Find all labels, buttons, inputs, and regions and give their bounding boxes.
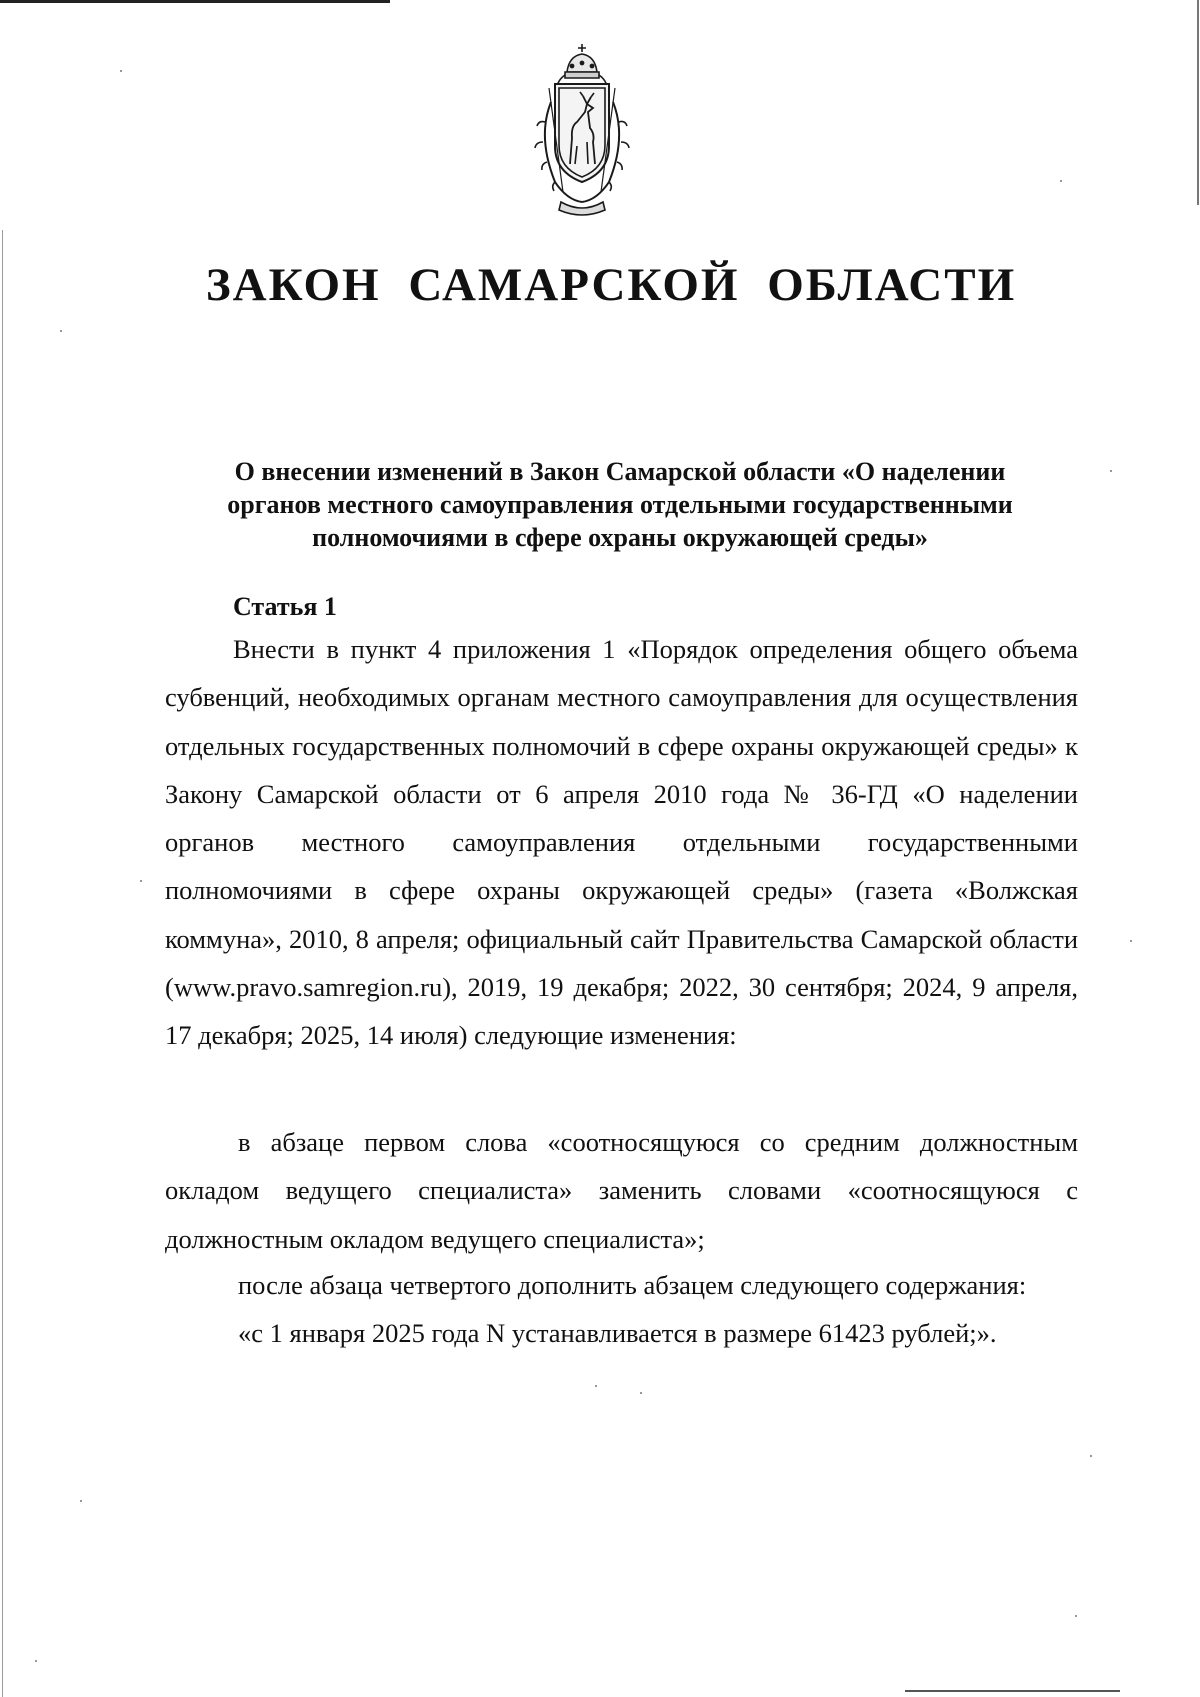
main-paragraph: Внести в пункт 4 приложения 1 «Порядок определения общего объема субвенций, необходимых органам местного самоуправления для осуществления отдельных государственных полномочий в сфере охраны окружающей среды» к Закону Самарской области от 6 апреля 2010 года № 36-ГД «О наделении органов местного самоуправления отдельными государственными полномочиями в сфере охраны окружающей среды» (газета «Волжская коммуна», 2010, 8 апреля; официальный сайт Правительства Самарской области (www.pravo.samregion.ru), 2019, 19 декабря; 2022, 30 сентября; 2024, 9 апреля, 17 декабря; 2025, 14 июля) следующие изменения: bbox=[165, 634, 1078, 1051]
scan-speck bbox=[1130, 940, 1132, 942]
scan-speck bbox=[1060, 180, 1062, 182]
act-title-line: органов местного самоуправления отдельными государственными bbox=[227, 490, 1013, 519]
scan-edge-left bbox=[2, 230, 3, 1697]
scan-speck bbox=[80, 1500, 82, 1502]
scan-speck bbox=[1110, 470, 1112, 472]
scan-edge-bottom bbox=[905, 1690, 1120, 1692]
scan-speck bbox=[60, 330, 62, 332]
act-title-line: полномочиями в сфере охраны окружающей среды» bbox=[312, 523, 928, 552]
scan-speck bbox=[140, 880, 142, 882]
scan-speck bbox=[1075, 1615, 1077, 1617]
scan-speck bbox=[120, 70, 122, 72]
coat-of-arms-icon bbox=[525, 42, 639, 222]
scan-speck bbox=[1090, 1455, 1092, 1457]
article-heading: Статья 1 bbox=[233, 592, 337, 621]
law-title: ЗАКОН САМАРСКОЙ ОБЛАСТИ bbox=[205, 259, 1017, 311]
scan-speck bbox=[640, 1392, 642, 1394]
act-title-line: О внесении изменений в Закон Самарской области «О наделении bbox=[234, 457, 1006, 486]
scan-edge-right bbox=[1197, 0, 1199, 205]
scan-speck bbox=[35, 1660, 37, 1662]
amendment-paragraph-1: в абзаце первом слова «соотносящуюся со средним должностным окладом ведущего специалиста» заменить словами «соотносящуюся с должностным окладом ведущего специалиста»; bbox=[165, 1127, 1078, 1254]
scan-edge-top bbox=[0, 0, 390, 3]
act-title bbox=[170, 455, 1070, 554]
amendment-paragraph-3: «с 1 января 2025 года N устанавливается в размере 61423 рублей;». bbox=[238, 1318, 997, 1348]
amendment-paragraph-2: после абзаца четвертого дополнить абзацем следующего содержания: bbox=[238, 1270, 1027, 1300]
scan-speck bbox=[595, 1385, 597, 1387]
